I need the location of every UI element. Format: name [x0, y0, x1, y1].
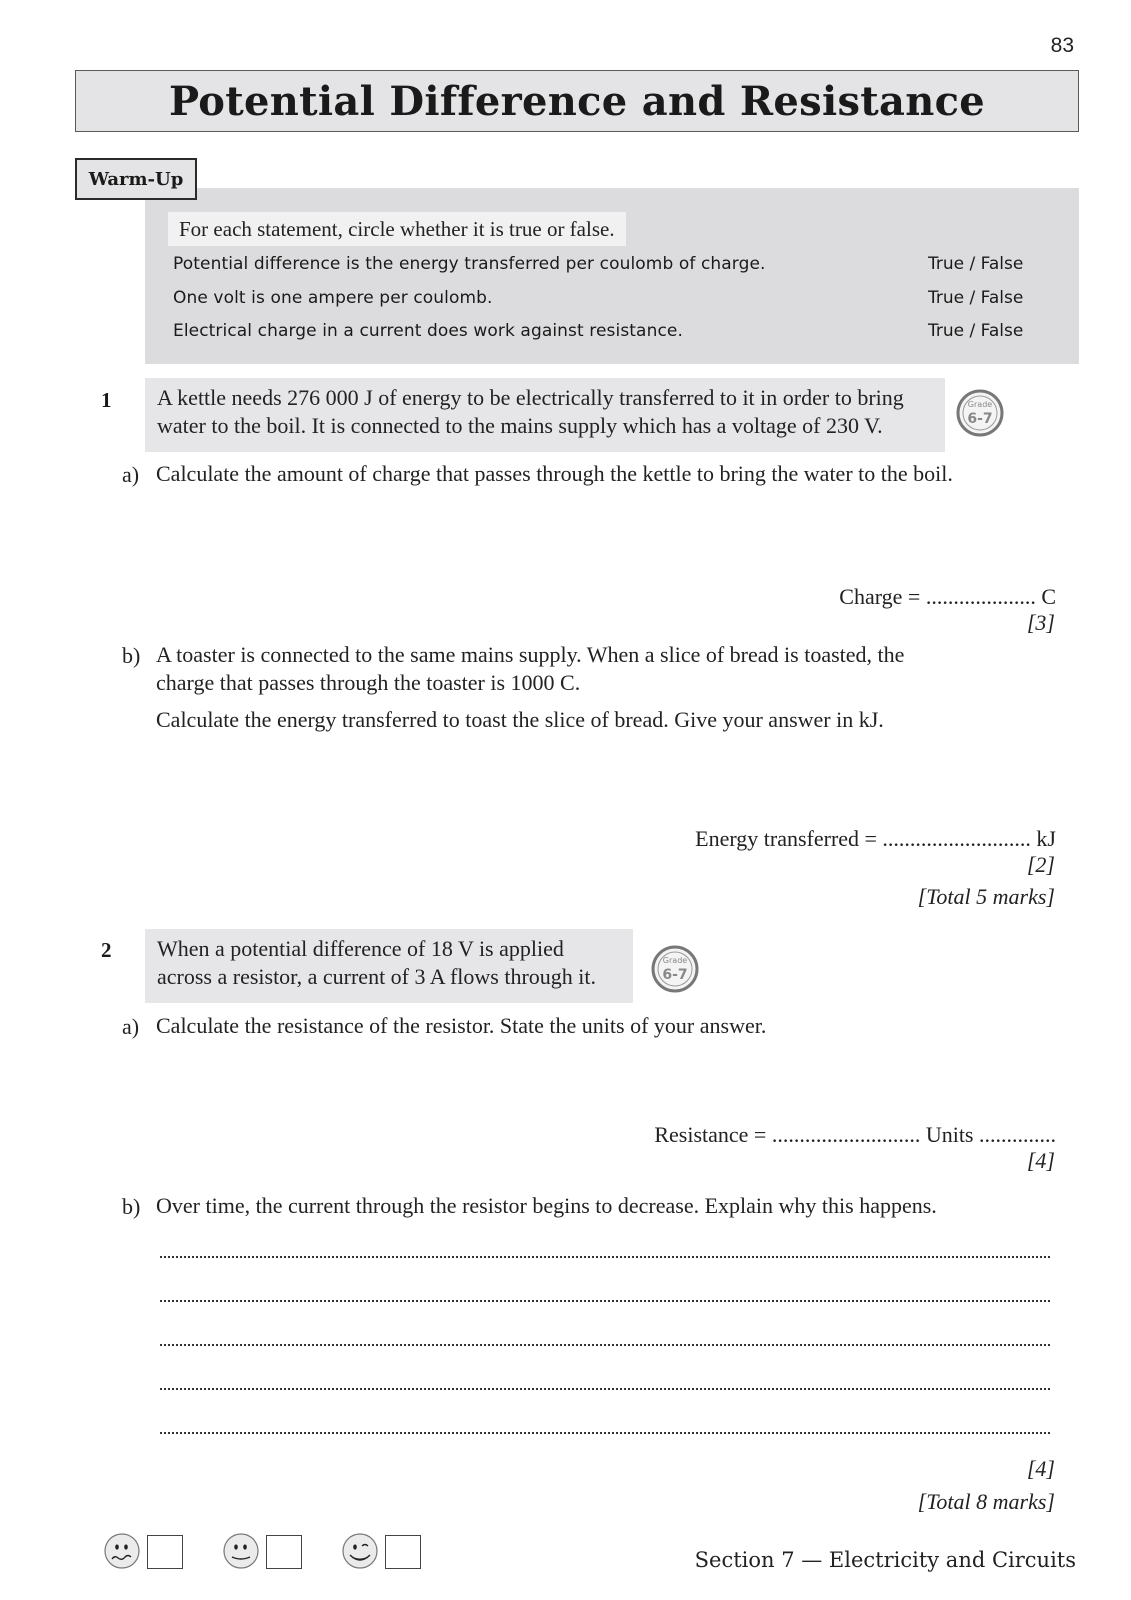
part-question-instruction: Calculate the energy transferred to toast the slice of bread. Give your answer in kJ. — [156, 707, 884, 732]
part-label: b) — [122, 643, 141, 668]
grade-value: 6-7 — [662, 967, 688, 983]
resistance-answer-field[interactable]: Resistance = ........................... Units .............. — [654, 1122, 1056, 1147]
question-stem: When a potential difference of 18 V is applied across a resistor, a current of 3 A flows through it. — [145, 929, 633, 1003]
answer-line[interactable] — [160, 1432, 1050, 1434]
warmup-statement: Electrical charge in a current does work against resistance. — [173, 321, 683, 341]
part-question: Over time, the current through the resistor begins to decrease. Explain why this happens. — [156, 1193, 937, 1218]
part-question: A toaster is connected to the same mains supply. When a slice of bread is toasted, the charge that passes through the toaster is 1000 C. — [156, 642, 905, 695]
part-question: Calculate the amount of charge that passes through the kettle to bring the water to the boil. — [156, 461, 953, 486]
confidence-checkbox-low[interactable] — [147, 1535, 183, 1569]
marks-label: [4] — [1026, 1148, 1055, 1173]
warmup-instructions: For each statement, circle whether it is true or false. — [168, 212, 626, 246]
marks-label: [3] — [1026, 610, 1055, 635]
warmup-statement: One volt is one ampere per coulomb. — [173, 288, 493, 308]
part-label: b) — [122, 1194, 141, 1219]
answer-line[interactable] — [160, 1388, 1050, 1390]
grade-label: Grade — [662, 956, 688, 965]
marks-label: [4] — [1026, 1456, 1055, 1481]
question-stem: A kettle needs 276 000 J of energy to be electrically transferred to it in order to bring water to the boil. It is connected to the mains supply which has a voltage of 230 V. — [145, 378, 945, 452]
question-number: 2 — [101, 938, 112, 962]
total-marks: [Total 5 marks] — [917, 884, 1055, 909]
title-banner — [75, 70, 1079, 132]
marks-label: [2] — [1026, 852, 1055, 877]
warmup-statement: Potential difference is the energy transferred per coulomb of charge. — [173, 254, 766, 274]
winking-face-icon — [341, 1532, 379, 1570]
sad-face-icon — [103, 1532, 141, 1570]
warmup-tab: Warm-Up — [75, 158, 197, 200]
total-marks: [Total 8 marks] — [917, 1489, 1055, 1514]
true-false-choice[interactable]: True / False — [928, 321, 1024, 341]
grade-badge-icon — [650, 944, 700, 994]
answer-line[interactable] — [160, 1256, 1050, 1258]
answer-line[interactable] — [160, 1344, 1050, 1346]
part-label: a) — [122, 462, 140, 487]
neutral-smile-face-icon — [222, 1532, 260, 1570]
section-footer: Section 7 — Electricity and Circuits — [694, 1548, 1076, 1572]
true-false-choice[interactable]: True / False — [928, 254, 1024, 274]
confidence-checkbox-high[interactable] — [385, 1535, 421, 1569]
answer-line[interactable] — [160, 1300, 1050, 1302]
grade-value: 6-7 — [967, 411, 993, 427]
confidence-checkbox-medium[interactable] — [266, 1535, 302, 1569]
page-title: Potential Difference and Resistance — [168, 77, 986, 125]
part-label: a) — [122, 1014, 140, 1039]
grade-label: Grade — [967, 400, 993, 409]
grade-badge-icon — [955, 388, 1005, 438]
true-false-choice[interactable]: True / False — [928, 288, 1024, 308]
energy-answer-field[interactable]: Energy transferred = ........................... kJ — [695, 826, 1056, 851]
part-question: Calculate the resistance of the resistor. State the units of your answer. — [156, 1013, 767, 1038]
question-number: 1 — [101, 388, 112, 412]
page-number: 83 — [1050, 34, 1074, 57]
charge-answer-field[interactable]: Charge = .................... C — [839, 584, 1056, 609]
